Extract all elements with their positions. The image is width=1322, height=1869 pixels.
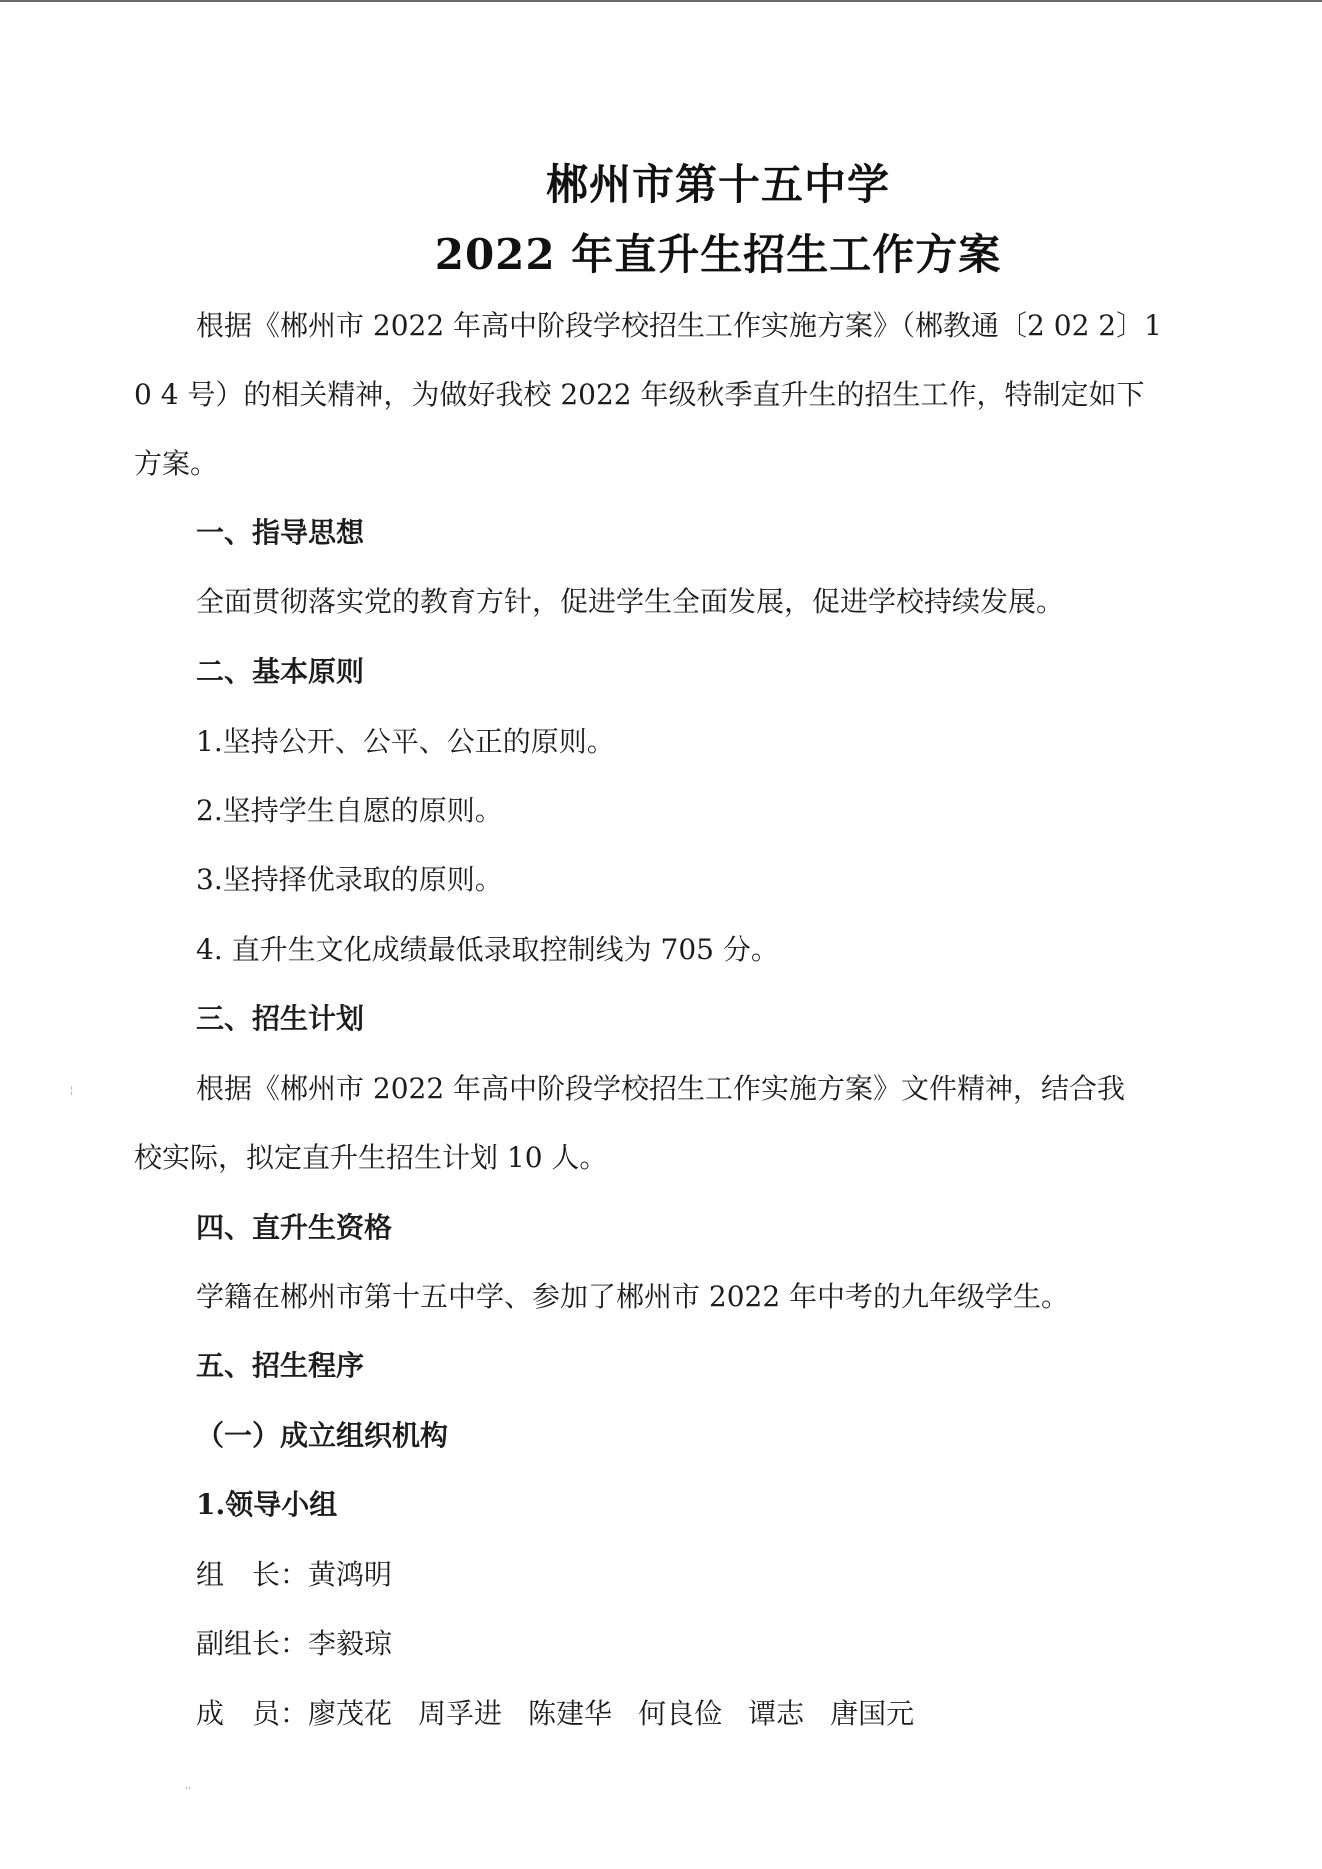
principle-item-4: 4. 直升生文化成绩最低录取控制线为 705 分。: [196, 933, 779, 966]
leader-name: 黄鸿明: [308, 1558, 393, 1591]
principle-item-2: 2.坚持学生自愿的原则。: [196, 794, 503, 827]
leadership-group-heading: 1.领导小组: [196, 1488, 338, 1521]
members-row: [196, 1694, 914, 1734]
deputy-leader-label: 副组长：: [196, 1627, 309, 1660]
leader-row: [196, 1555, 392, 1595]
enrollment-plan-line-1: 根据《郴州市 2022 年高中阶段学校招生工作实施方案》文件精神，结合我: [196, 1072, 1126, 1105]
member-name: 何良俭: [638, 1697, 723, 1730]
document-title-plan: 2022 年直升生招生工作方案: [434, 230, 1002, 279]
section-heading-basic-principles: 二、基本原则: [196, 655, 365, 688]
document-title-school: 郴州市第十五中学: [545, 160, 890, 209]
eligibility-text: 学籍在郴州市第十五中学、参加了郴州市 2022 年中考的九年级学生。: [196, 1280, 1070, 1313]
section-heading-procedure: 五、招生程序: [196, 1349, 365, 1382]
enrollment-plan-line-2: 校实际，拟定直升生招生计划 10 人。: [134, 1141, 608, 1174]
intro-line-3: 方案。: [134, 447, 219, 480]
procedure-subheading-organization: （一）成立组织机构: [196, 1419, 449, 1452]
leader-label: 组 长：: [196, 1558, 309, 1591]
member-name: 陈建华: [528, 1697, 613, 1730]
deputy-leader-row: [196, 1624, 392, 1664]
members-label: 成 员：: [196, 1697, 309, 1730]
principle-item-3: 3.坚持择优录取的原则。: [196, 863, 503, 896]
intro-line-2: 0 4 号）的相关精神，为做好我校 2022 年级秋季直升生的招生工作，特制定如下: [134, 378, 1145, 411]
member-name: 廖茂花: [308, 1697, 393, 1730]
principle-item-1: 1.坚持公开、公平、公正的原则。: [196, 725, 615, 758]
deputy-leader-name: 李毅琼: [308, 1627, 393, 1660]
intro-line-1: 根据《郴州市 2022 年高中阶段学校招生工作实施方案》（郴教通〔2 02 2〕1: [196, 309, 1162, 342]
section-heading-eligibility: 四、直升生资格: [196, 1211, 393, 1244]
member-name: 唐国元: [830, 1697, 915, 1730]
scan-speck: ¦: [70, 1085, 74, 1096]
member-name: 谭志: [748, 1697, 805, 1730]
scan-speck: ,,: [185, 1780, 192, 1791]
section-text-guiding-ideology: 全面贯彻落实党的教育方针，促进学生全面发展，促进学校持续发展。: [196, 585, 1065, 618]
section-heading-enrollment-plan: 三、招生计划: [196, 1002, 365, 1035]
member-name: 周孚进: [418, 1697, 503, 1730]
section-heading-guiding-ideology: 一、指导思想: [196, 516, 365, 549]
